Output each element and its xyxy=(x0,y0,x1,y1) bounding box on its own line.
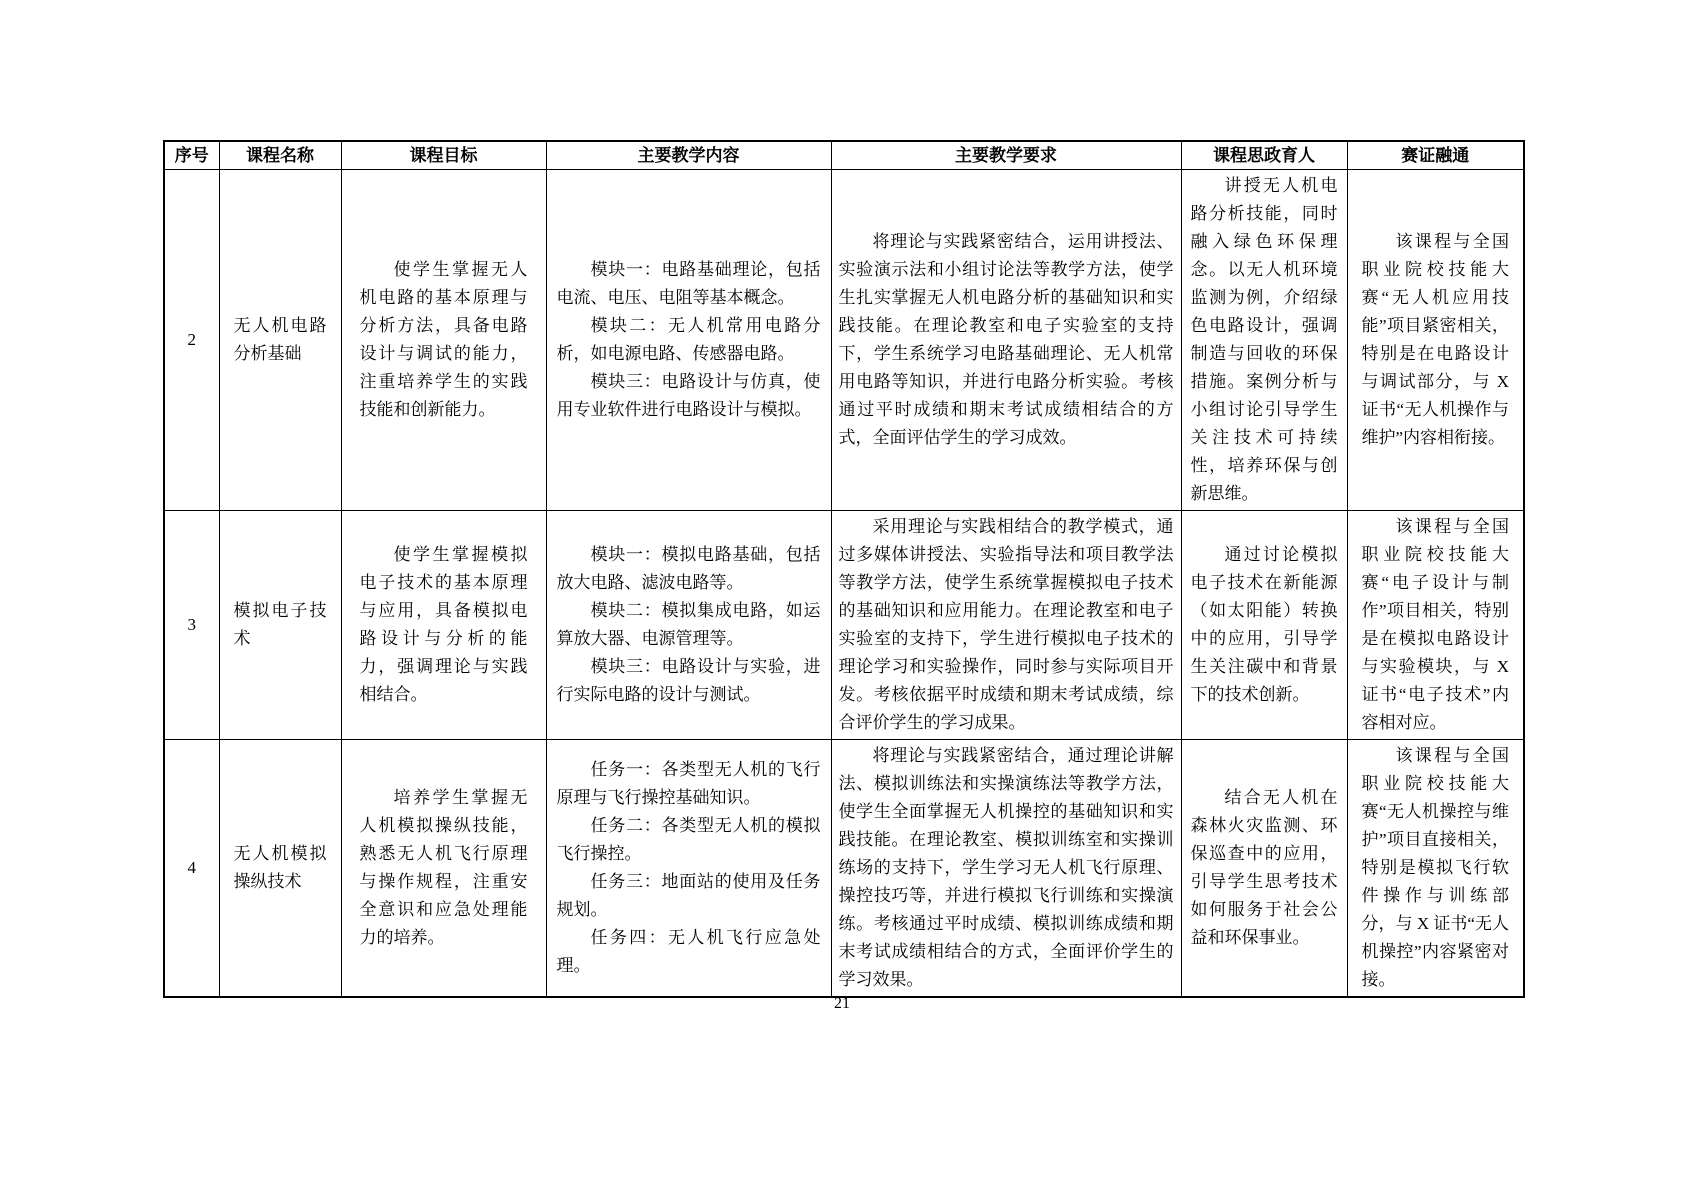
cell-objective xyxy=(341,740,546,998)
cell-teaching-requirements xyxy=(831,740,1181,998)
content-paragraph: 模块三：电路设计与仿真，使用专业软件进行电路设计与模拟。 xyxy=(556,372,821,419)
cell-index: 4 xyxy=(164,740,219,998)
cell-ideology-education xyxy=(1181,740,1347,998)
cell-course-name: 无人机电路分析基础 xyxy=(219,170,341,511)
content-paragraph: 模块三：电路设计与实验，进行实际电路的设计与测试。 xyxy=(556,657,821,704)
objective-paragraph: 培养学生掌握无人机模拟操纵技能，熟悉无人机飞行原理与操作规程，注重安全意识和应急处理能力的培养。 xyxy=(359,788,528,947)
content-paragraph: 模块一：电路基础理论，包括电流、电压、电阻等基本概念。 xyxy=(556,260,821,307)
cell-certification-integration xyxy=(1347,511,1524,740)
course-table xyxy=(163,140,1525,998)
content-paragraph: 任务二：各类型无人机的模拟飞行操控。 xyxy=(556,816,821,863)
cell-certification-integration xyxy=(1347,740,1524,998)
cell-index: 3 xyxy=(164,511,219,740)
certification-paragraph: 该课程与全国职业院校技能大赛“无人机应用技能”项目紧密相关，特别是在电路设计与调试部分，与 X 证书“无人机操作与维护”内容相衔接。 xyxy=(1361,232,1509,447)
cell-teaching-content xyxy=(546,740,831,998)
cell-index: 2 xyxy=(164,170,219,511)
table-header-row xyxy=(164,141,1524,170)
col-header-ideology: 课程思政育人 xyxy=(1181,141,1347,170)
certification-paragraph: 该课程与全国职业院校技能大赛“电子设计与制作”项目相关，特别是在模拟电路设计与实验模块，与 X 证书“电子技术”内容相对应。 xyxy=(1361,517,1509,732)
cell-ideology-education xyxy=(1181,170,1347,511)
cell-teaching-requirements xyxy=(831,511,1181,740)
objective-paragraph: 使学生掌握模拟电子技术的基本原理与应用，具备模拟电路设计与分析的能力，强调理论与实践相结合。 xyxy=(359,545,528,704)
content-paragraph: 任务一：各类型无人机的飞行原理与飞行操控基础知识。 xyxy=(556,760,821,807)
cell-course-name: 无人机模拟操纵技术 xyxy=(219,740,341,998)
table-row-course-3 xyxy=(164,511,1524,740)
col-header-certification: 赛证融通 xyxy=(1347,141,1524,170)
page-number: 21 xyxy=(834,995,850,1012)
requirements-paragraph: 采用理论与实践相结合的教学模式，通过多媒体讲授法、实验指导法和项目教学法等教学方法，使学生系统掌握模拟电子技术的基础知识和应用能力。在理论教室和电子实验室的支持下，学生进行模拟电子技术的理论学习和实验操作，同时参与实际项目开发。考核依据平时成绩和期末考试成绩，综合评价学生的学习成果。 xyxy=(838,517,1174,732)
cell-teaching-content xyxy=(546,511,831,740)
requirements-paragraph: 将理论与实践紧密结合，运用讲授法、实验演示法和小组讨论法等教学方法，使学生扎实掌握无人机电路分析的基础知识和实践技能。在理论教室和电子实验室的支持下，学生系统学习电路基础理论、无人机常用电路等知识，并进行电路分析实验。考核通过平时成绩和期末考试成绩相结合的方式，全面评估学生的学习成效。 xyxy=(838,232,1174,447)
objective-paragraph: 使学生掌握无人机电路的基本原理与分析方法，具备电路设计与调试的能力，注重培养学生的实践技能和创新能力。 xyxy=(359,260,528,419)
content-paragraph: 模块二：模拟集成电路，如运算放大器、电源管理等。 xyxy=(556,601,821,648)
content-paragraph: 模块二：无人机常用电路分析，如电源电路、传感器电路。 xyxy=(556,316,821,363)
certification-paragraph: 该课程与全国职业院校技能大赛“无人机操控与维护”项目直接相关，特别是模拟飞行软件操作与训练部分，与 X 证书“无人机操控”内容紧密对接。 xyxy=(1361,746,1509,989)
cell-teaching-content xyxy=(546,170,831,511)
content-paragraph: 任务四：无人机飞行应急处理。 xyxy=(556,928,821,975)
content-paragraph: 模块一：模拟电路基础，包括放大电路、滤波电路等。 xyxy=(556,545,821,592)
cell-course-name: 模拟电子技术 xyxy=(219,511,341,740)
cell-objective xyxy=(341,511,546,740)
col-header-objective: 课程目标 xyxy=(341,141,546,170)
ideology-paragraph: 通过讨论模拟电子技术在新能源（如太阳能）转换中的应用，引导学生关注碳中和背景下的技术创新。 xyxy=(1190,545,1338,704)
ideology-paragraph: 讲授无人机电路分析技能，同时融入绿色环保理念。以无人机环境监测为例，介绍绿色电路设计，强调制造与回收的环保措施。案例分析与小组讨论引导学生关注技术可持续性，培养环保与创新思维。 xyxy=(1190,176,1338,503)
cell-certification-integration xyxy=(1347,170,1524,511)
cell-ideology-education xyxy=(1181,511,1347,740)
table-row-course-2 xyxy=(164,170,1524,511)
content-paragraph: 任务三：地面站的使用及任务规划。 xyxy=(556,872,821,919)
col-header-requirements: 主要教学要求 xyxy=(831,141,1181,170)
col-header-content: 主要教学内容 xyxy=(546,141,831,170)
table-row-course-4 xyxy=(164,740,1524,998)
cell-objective xyxy=(341,170,546,511)
col-header-course-name: 课程名称 xyxy=(219,141,341,170)
ideology-paragraph: 结合无人机在森林火灾监测、环保巡查中的应用，引导学生思考技术如何服务于社会公益和环保事业。 xyxy=(1190,788,1338,947)
col-header-index: 序号 xyxy=(164,141,219,170)
requirements-paragraph: 将理论与实践紧密结合，通过理论讲解法、模拟训练法和实操演练法等教学方法，使学生全面掌握无人机操控的基础知识和实践技能。在理论教室、模拟训练室和实操训练场的支持下，学生学习无人机飞行原理、操控技巧等，并进行模拟飞行训练和实操演练。考核通过平时成绩、模拟训练成绩和期末考试成绩相结合的方式，全面评价学生的学习效果。 xyxy=(838,746,1174,989)
cell-teaching-requirements xyxy=(831,170,1181,511)
